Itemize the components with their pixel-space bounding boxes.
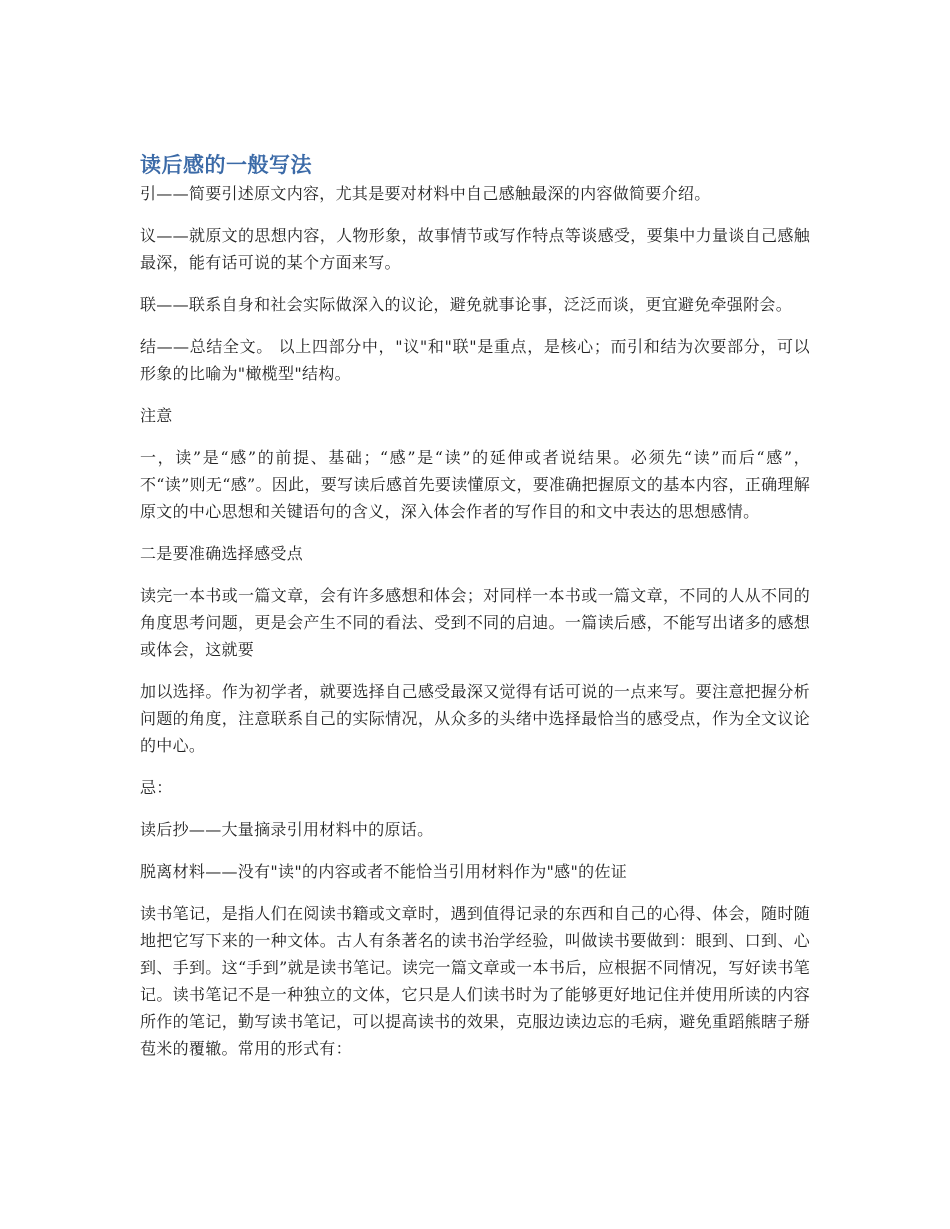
paragraph-select: 加以选择。作为初学者，就要选择自己感受最深又觉得有话可说的一点来写。要注意把握分析问题的角度，注意联系自己的实际情况，从众多的头绪中选择最恰当的感受点，作为全文议论的中心。 xyxy=(140,682,810,755)
paragraph-choose-point: 读完一本书或一篇文章，会有许多感想和体会；对同样一本书或一篇文章，不同的人从不同的角度思考问题，更是会产生不同的看法、受到不同的启迪。一篇读后感，不能写出诸多的感想或体会，这就要 xyxy=(140,586,810,659)
paragraph-lian: 联——联系自身和社会实际做深入的议论，避免就事论事，泛泛而谈，更宜避免牵强附会。 xyxy=(140,295,793,314)
paragraph-avoid-heading: 忌： xyxy=(140,778,173,797)
page-title: 读后感的一般写法 xyxy=(140,153,312,177)
paragraph-avoid-copy: 读后抄——大量摘录引用材料中的原话。 xyxy=(140,820,434,839)
paragraph-yi: 议——就原文的思想内容，人物形象，故事情节或写作特点等谈感受，要集中力量谈自己感触最深，能有话可说的某个方面来写。 xyxy=(140,226,810,272)
paragraph-jie: 结——总结全文。 以上四部分中，"议"和"联"是重点，是核心；而引和结为次要部分，可以形象的比喻为"橄榄型"结构。 xyxy=(140,337,810,383)
paragraph-note-heading: 注意 xyxy=(140,406,173,425)
paragraph-note-one: 一，读”是“感”的前提、基础；“感”是“读”的延伸或者说结果。必须先“读”而后“感”，不“读”则无“感”。因此，要写读后感首先要读懂原文，要准确把握原文的基本内容，正确理解原文的中心思想和关键语句的含义，深入体会作者的写作目的和文中表达的思想感情。 xyxy=(140,448,810,521)
paragraph-note-two: 二是要准确选择感受点 xyxy=(140,544,304,563)
paragraph-avoid-detach: 脱离材料——没有"读"的内容或者不能恰当引用材料作为"感"的佐证 xyxy=(140,862,628,881)
document-page xyxy=(140,150,810,1077)
paragraph-reading-notes: 读书笔记，是指人们在阅读书籍或文章时，遇到值得记录的东西和自己的心得、体会，随时随地把它写下来的一种文体。古人有条著名的读书治学经验，叫做读书要做到：眼到、口到、心到、手到。这“手到”就是读书笔记。读完一篇文章或一本书后，应根据不同情况，写好读书笔记。读书笔记不是一种独立的文体，它只是人们读书时为了能够更好地记住并使用所读的内容所作的笔记，勤写读书笔记，可以提高读书的效果，克服边读边忘的毛病，避免重蹈熊瞎子掰苞米的覆辙。常用的形式有： xyxy=(140,904,810,1058)
paragraph-yin: 引——简要引述原文内容，尤其是要对材料中自己感触最深的内容做简要介绍。 xyxy=(140,184,711,203)
